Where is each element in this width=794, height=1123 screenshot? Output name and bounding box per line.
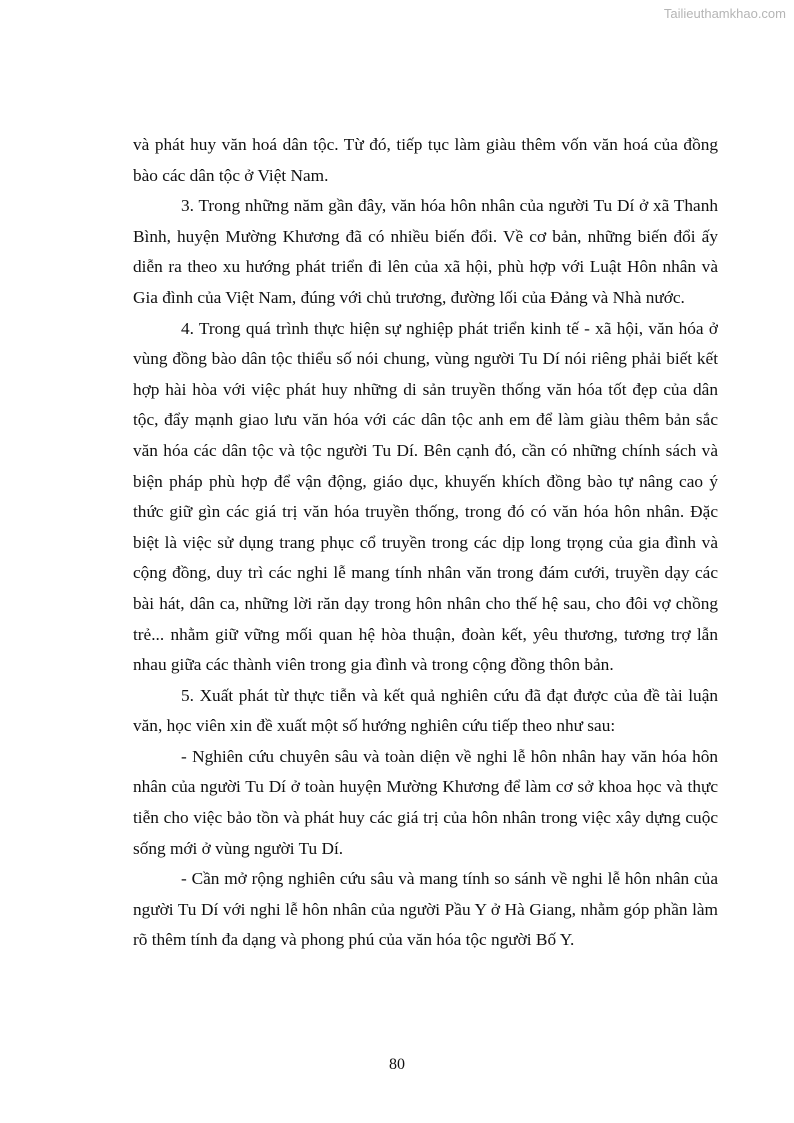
text-line: và phát huy văn hoá dân tộc. Từ đó, tiếp tục làm giàu thêm vốn văn hoá của đồng xyxy=(133,135,718,154)
watermark: Tailieuthamkhao.com xyxy=(663,6,786,21)
text-line: biện pháp phù hợp để vận động, giáo dục, khuyến khích đồng bào tự nâng cao ý xyxy=(133,471,718,491)
text-line: sống mới ở vùng người Tu Dí. xyxy=(133,838,344,858)
text-line: biệt là việc sử dụng trang phục cổ truyền trong các dịp long trọng của gia đình và xyxy=(133,532,718,552)
document-body xyxy=(133,130,718,956)
paragraph xyxy=(133,864,718,956)
text-line: Bình, huyện Mường Khương đã có nhiều biến đổi. Về cơ bản, những biến đổi ấy xyxy=(133,226,718,246)
text-line: - Nghiên cứu chuyên sâu và toàn diện về nghi lễ hôn nhân hay văn hóa hôn xyxy=(181,746,718,766)
text-line: tiễn cho việc bảo tồn và phát huy các giá trị của hôn nhân trong việc xây dựng cuộc xyxy=(133,808,718,828)
text-line: thức giữ gìn các giá trị văn hóa truyền thống, trong đó có văn hóa hôn nhân. Đặc xyxy=(133,502,718,522)
text-line: bài hát, dân ca, những lời răn dạy trong hôn nhân cho thế hệ sau, cho đôi vợ chồng xyxy=(133,593,718,613)
text-line: rõ thêm tính đa dạng và phong phú của văn hóa tộc người Bố Y. xyxy=(133,930,575,950)
text-line: vùng đồng bào dân tộc thiểu số nói chung, vùng người Tu Dí nói riêng phải biết kết xyxy=(133,349,718,369)
text-line: 4. Trong quá trình thực hiện sự nghiệp phát triển kinh tế - xã hội, văn hóa ở xyxy=(181,318,718,338)
paragraph xyxy=(133,681,718,742)
page-number: 80 xyxy=(389,1056,405,1073)
text-line: tộc, đẩy mạnh giao lưu văn hóa với các dân tộc anh em để làm giàu thêm bản sắc xyxy=(133,410,718,430)
text-line: người Tu Dí với nghi lễ hôn nhân của người Pầu Y ở Hà Giang, nhằm góp phần làm xyxy=(133,899,718,919)
text-line: hợp hài hòa với việc phát huy những di sản truyền thống văn hóa tốt đẹp của dân xyxy=(133,379,718,399)
text-line: diễn ra theo xu hướng phát triển đi lên của xã hội, phù hợp với Luật Hôn nhân và xyxy=(133,257,718,277)
text-line: trẻ... nhằm giữ vững mối quan hệ hòa thuận, đoàn kết, yêu thương, tương trợ lẫn xyxy=(133,624,718,644)
text-line: - Cần mở rộng nghiên cứu sâu và mang tính so sánh về nghi lễ hôn nhân của xyxy=(181,869,718,889)
text-line: bào các dân tộc ở Việt Nam. xyxy=(133,165,329,185)
text-line: văn hóa các dân tộc và tộc người Tu Dí. Bên cạnh đó, cần có những chính sách và xyxy=(133,440,718,460)
text-line: văn, học viên xin đề xuất một số hướng nghiên cứu tiếp theo như sau: xyxy=(133,716,616,736)
text-line: 5. Xuất phát từ thực tiễn và kết quả nghiên cứu đã đạt được của đề tài luận xyxy=(181,685,718,705)
paragraph xyxy=(133,314,718,681)
paragraph xyxy=(133,191,718,313)
text-line: Gia đình của Việt Nam, đúng với chủ trương, đường lối của Đảng và Nhà nước. xyxy=(133,287,685,307)
paragraph xyxy=(133,742,718,864)
text-line: cộng đồng, duy trì các nghi lễ mang tính nhân văn trong đám cưới, truyền dạy các xyxy=(133,563,718,583)
text-line: 3. Trong những năm gần đây, văn hóa hôn nhân của người Tu Dí ở xã Thanh xyxy=(181,196,718,216)
text-line: nhau giữa các thành viên trong gia đình và trong cộng đồng thôn bản. xyxy=(133,655,614,675)
text-line: nhân của người Tu Dí ở toàn huyện Mường Khương để làm cơ sở khoa học và thực xyxy=(133,777,718,797)
paragraph xyxy=(133,130,718,191)
